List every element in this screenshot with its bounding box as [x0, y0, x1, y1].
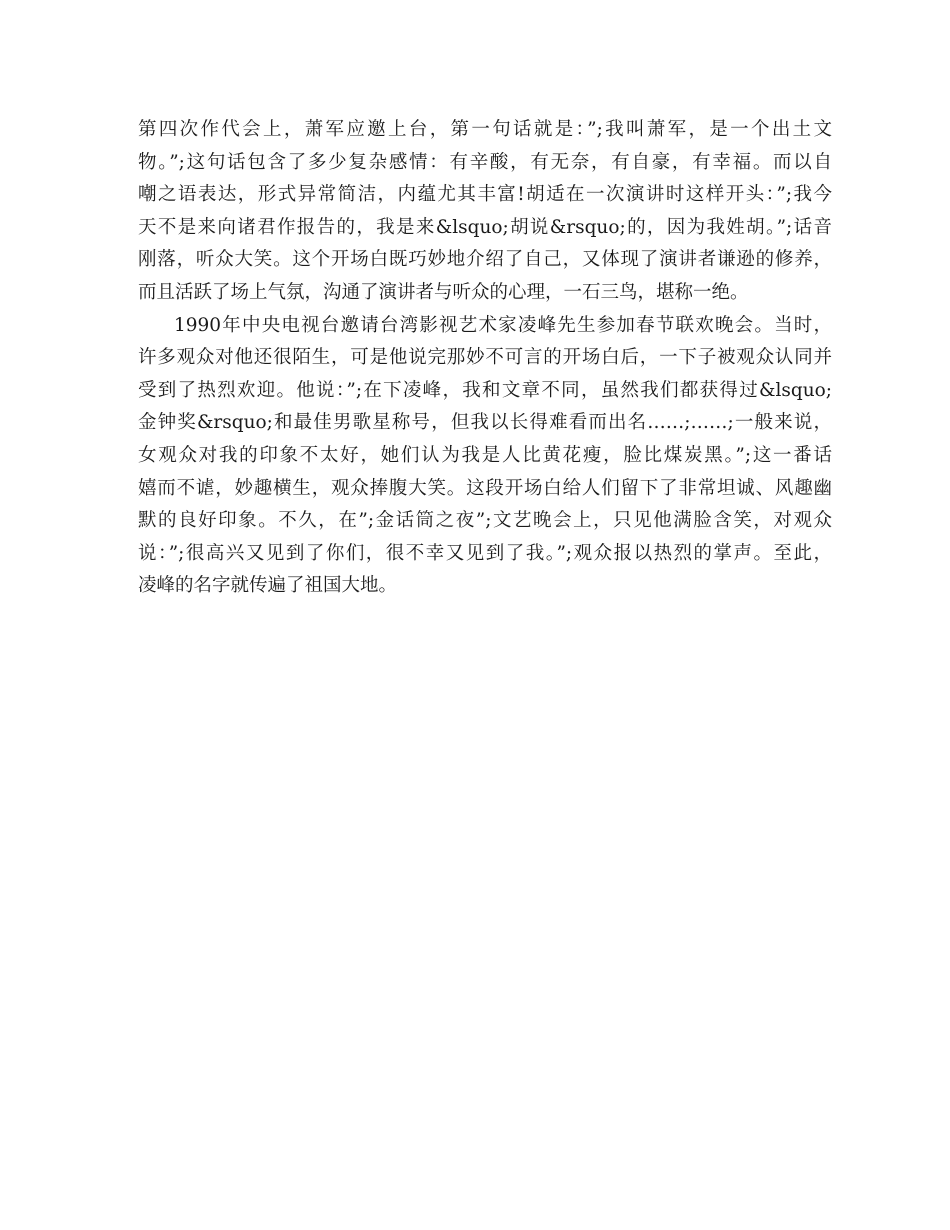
- paragraph-line: 女观众对我的印象不太好，她们认为我是人比黄花瘦，脸比煤炭黑。”;这一番话: [138, 444, 832, 466]
- paragraph-line: 许多观众对他还很陌生，可是他说完那妙不可言的开场白后，一下子被观众认同并: [138, 347, 832, 369]
- paragraph-1: [138, 114, 832, 310]
- paragraph-line: 受到了热烈欢迎。他说：”;在下凌峰，我和文章不同，虽然我们都获得过&lsquo;: [138, 379, 832, 401]
- paragraph-line: 凌峰的名字就传遍了祖国大地。: [138, 575, 398, 597]
- paragraph-line: 天不是来向诸君作报告的，我是来&lsquo;胡说&rsquo;的，因为我姓胡。”;话音: [138, 216, 832, 238]
- paragraph-line: 物。”;这句话包含了多少复杂感情：有辛酸，有无奈，有自豪，有幸福。而以自: [138, 151, 832, 173]
- paragraph-line: 而且活跃了场上气氛，沟通了演讲者与听众的心理，一石三鸟，堪称一绝。: [138, 281, 749, 303]
- paragraph-line: 嘲之语表达，形式异常简洁，内蕴尤其丰富!胡适在一次演讲时这样开头：”;我今: [138, 184, 832, 206]
- paragraph-line: 1990年中央电视台邀请台湾影视艺术家凌峰先生参加春节联欢晚会。当时，: [174, 314, 832, 336]
- paragraph-line: 第四次作代会上，萧军应邀上台，第一句话就是：”;我叫萧军，是一个出土文: [138, 119, 832, 140]
- paragraph-2: [138, 310, 832, 603]
- paragraph-line: 默的良好印象。不久，在”;金话筒之夜”;文艺晚会上，只见他满脸含笑，对观众: [138, 510, 832, 532]
- paragraph-line: 刚落，听众大笑。这个开场白既巧妙地介绍了自己，又体现了演讲者谦逊的修养，: [138, 249, 832, 271]
- document-body: [138, 114, 832, 603]
- paragraph-line: 嬉而不谑，妙趣横生，观众捧腹大笑。这段开场白给人们留下了非常坦诚、风趣幽: [138, 477, 832, 499]
- paragraph-line: 说：”;很高兴又见到了你们，很不幸又见到了我。”;观众报以热烈的掌声。至此，: [138, 542, 832, 564]
- paragraph-line: 金钟奖&rsquo;和最佳男歌星称号，但我以长得难看而出名……;……;一般来说，: [138, 412, 832, 434]
